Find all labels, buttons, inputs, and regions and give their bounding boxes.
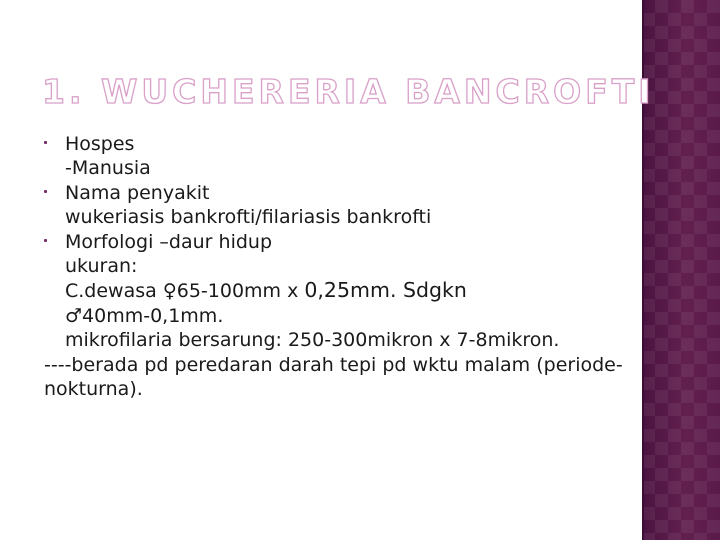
- bullet-icon: [44, 239, 47, 242]
- bullet-icon: [44, 141, 47, 144]
- dewasa-prefix: C.dewasa ♀65-100mm x: [65, 280, 305, 303]
- list-item-morfologi: [44, 230, 634, 353]
- footer-note-text: ----berada pd peredaran darah tepi pd wktu malam (periode-nokturna).: [44, 353, 623, 401]
- list-item-nama-penyakit: [44, 181, 634, 230]
- item-label: Morfologi –daur hidup: [65, 230, 273, 253]
- slide-title: 1. WUCHERERIA BANCROFTI: [42, 72, 655, 111]
- bullet-icon: [44, 190, 47, 193]
- item-detail: -Manusia: [65, 157, 151, 180]
- list-item-hospes: [44, 132, 634, 181]
- male-size-line: ♂40mm-0,1mm.: [65, 304, 224, 327]
- footer-note: [44, 353, 634, 402]
- dewasa-size-line: [65, 278, 634, 303]
- slide-body: [44, 132, 634, 401]
- ukuran-label: ukuran:: [65, 255, 138, 278]
- dewasa-emphasis: 0,25mm. Sdgkn: [304, 278, 467, 303]
- item-label: Hospes: [65, 133, 135, 155]
- item-detail: wukeriasis bankrofti/filariasis bankrofti: [65, 206, 432, 229]
- mikrofilaria-size-line: mikrofilaria bersarung: 250-300mikron x 7-8mikron.: [65, 329, 560, 352]
- item-label: Nama penyakit: [65, 181, 210, 204]
